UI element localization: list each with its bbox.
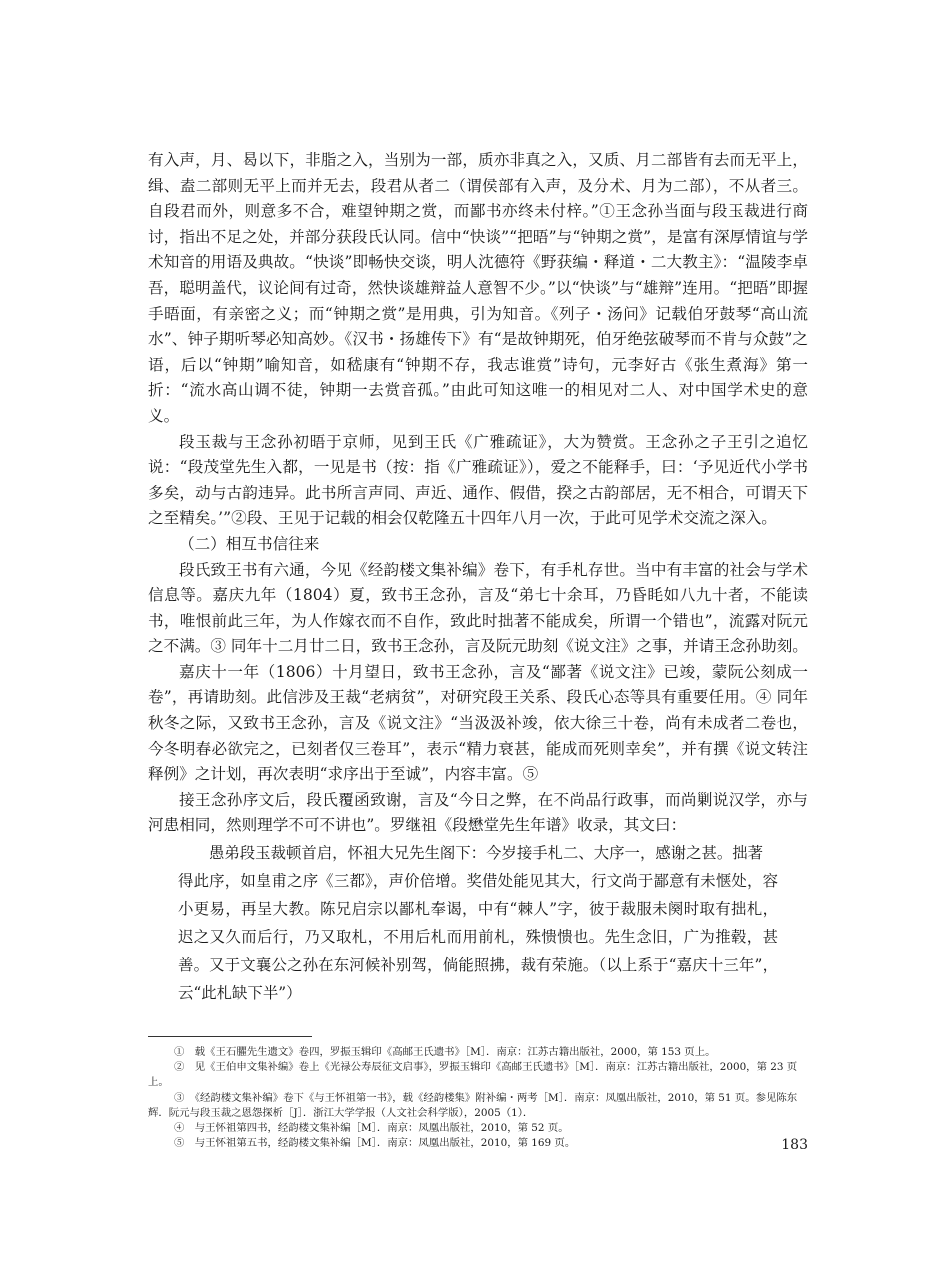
footnote-1: ① 载《王石臞先生遗文》卷四，罗振玉辑印《高邮王氏遗书》［M］．南京：江苏古籍出版社，2000，第 153 页上。 <box>174 1046 716 1058</box>
footnote-4: ④ 与王怀祖第四书，经韵楼文集补编［M］．南京：凤凰出版社，2010，第 52 页。 <box>174 1122 569 1135</box>
quote-first-line: 愚弟段玉裁顿首启，怀祖大兄先生阁下：今岁接手札二、大序一，感谢之甚。拙著 <box>209 844 764 863</box>
footnote-2: ② 见《王伯申文集补编》卷上《光禄公寿辰征文启事》，罗振玉辑印《高邮王氏遗书》［M］．南京：江苏古籍出版社，2000，第 23 页上。 <box>148 1061 798 1089</box>
paragraph: 段玉裁与王念孙初晤于京师，见到王氏《广雅疏证》，大为赞赏。王念孙之子王引之追忆说：“段茂堂先生入都，一见是书（按：指《广雅疏证》），爱之不能释手，曰：‘予见近代小学书多矣，动与古韵违异。此书所言声同、声近、通作、假借，揆之古韵部居，无不相合，可谓天下之至精矣。’”②段、王见于记载的相会仅乾隆五十四年八月一次，于此可见学术交流之深入。 <box>148 432 808 528</box>
main-text <box>148 148 808 1007</box>
paragraph: 有入声，月、曷以下，非脂之入，当别为一部，质亦非真之入，又质、月二部皆有去而无平上，缉、盍二部则无平上而并无去，段君从者二（谓侯部有入声，及分术、月为二部），不从者三。自段君而外，则意多不合，难望钟期之赏，而鄙书亦终未付梓。”①王念孙当面与段玉裁进行商讨，指出不足之处，并部分获段氏认同。信中“快谈”“把晤”与“钟期之赏”，是富有深厚情谊与学术知音的用语及典故。“快谈”即畅快交谈，明人沈德符《野获编・释道・二大教主》：“温陵李卓吾，聪明盖代，议论间有过奇，然快谈雄辩益人意智不少。”以“快谈”与“雄辩”连用。“把晤”即握手晤面，有亲密之义；而“钟期之赏”是用典，引为知音。《列子・汤问》记载伯牙鼓琴“高山流水”、钟子期听琴必知高妙。《汉书・扬雄传下》有“是故钟期死，伯牙绝弦破琴而不肯与众鼓”之语，后以“钟期”喻知音，如嵇康有“钟期不存，我志谁赏”诗句，元李好古《张生煮海》第一折：“流水高山调不徒，钟期一去赏音孤。”由此可知这唯一的相见对二人、对中国学术史的意义。 <box>148 151 808 425</box>
footnotes <box>148 1045 808 1151</box>
page-number: 183 <box>781 1137 808 1153</box>
footnote-3: ③ 《经韵楼文集补编》卷下《与王怀祖第一书》，载《经韵楼集》附补编・两考［M］．南京：凤凰出版社，2010，第 51 页。参见陈东辉．阮元与段玉裁之恩怨探析［J］．浙江大学学报（人文社会科学版），2005（1）． <box>148 1091 798 1119</box>
paragraph: 段氏致王书有六通，今见《经韵楼文集补编》卷下，有手札存世。当中有丰富的社会与学术信息等。嘉庆九年（1804）夏，致书王念孙，言及“弟七十余耳，乃昏眊如八九十者，不能读书，唯恨前此三年，为人作嫁衣而不自作，致此时拙著不能成矣，所谓一个错也”，流露对阮元之不满。③ 同年十二月廿二日，致书王念孙，言及阮元助刻《说文注》之事，并请王念孙助刻。 <box>148 560 808 656</box>
quote-text: 得此序，如皇甫之序《三都》，声价倍增。奖借处能见其大，行文尚于鄙意有未惬处，容小更易，再呈大教。陈兄启宗以鄙札奉谒，中有“棘人”字，彼于裁服未阕时取有拙札，迟之又久而后行，乃又取札，不用后札而用前札，殊愦愦也。先生念旧，广为推毂，甚善。又于文襄公之孙在东河候补别驾，倘能照拂，裁有荣施。（以上系于“嘉庆十三年”，云“此札缺下半”） <box>178 872 778 1003</box>
footnote-5: ⑤ 与王怀祖第五书，经韵楼文集补编［M］．南京：凤凰出版社，2010，第 169 页。 <box>174 1137 576 1150</box>
paragraph: 接王念孙序文后，段氏覆函致谢，言及“今日之弊，在不尚品行政事，而尚剿说汉学，亦与河患相同，然则理学不可不讲也”。罗继祖《段懋堂先生年谱》收录，其文曰： <box>148 790 808 835</box>
paragraph: 嘉庆十一年（1806）十月望日，致书王念孙，言及“鄙著《说文注》已竣，蒙阮公刻成一卷”，再请助刻。此信涉及王裁“老病贫”，对研究段王关系、段氏心态等具有重要任用。④ 同年秋冬之际，又致书王念孙，言及《说文注》“当汲汲补竣，依大徐三十卷，尚有未成者二卷也，今冬明春必欲完之，已刻者仅三卷耳”，表示“精力衰甚，能成而死则幸矣”，并有撰《说文转注释例》之计划，再次表明“求序出于至诚”，内容丰富。⑤ <box>148 662 808 784</box>
block-quote <box>178 839 778 1007</box>
footnote-divider <box>148 1036 312 1037</box>
section-heading: （二）相互书信往来 <box>179 534 320 553</box>
